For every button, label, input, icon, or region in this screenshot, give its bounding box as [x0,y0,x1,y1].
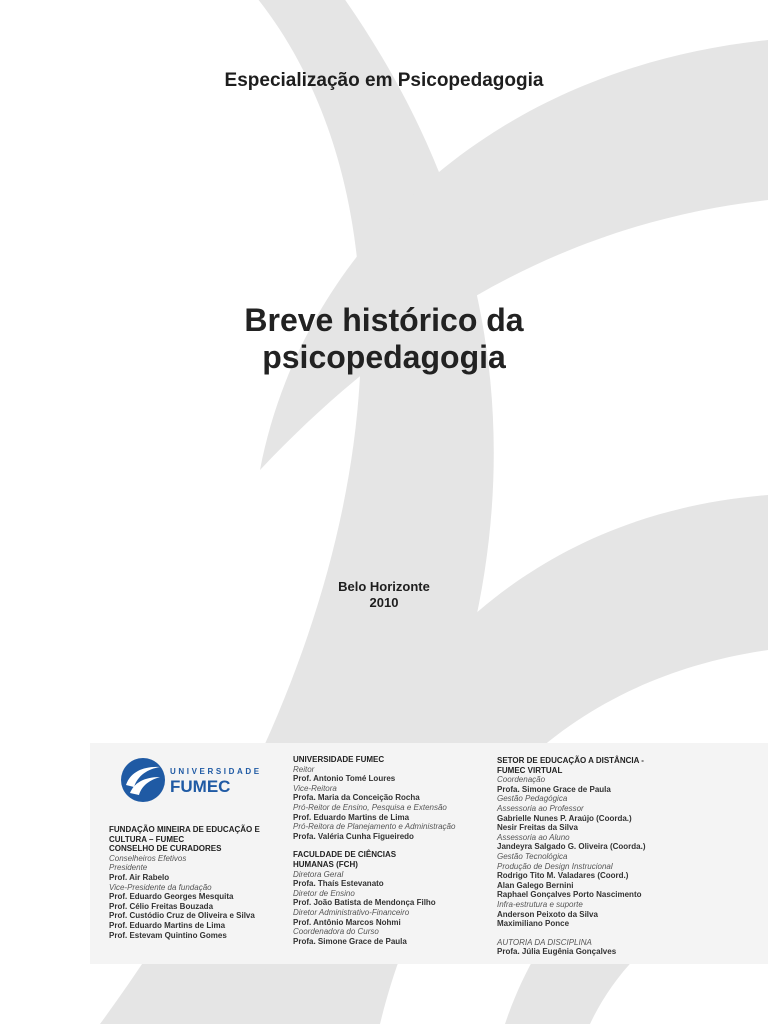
credit-line: Prof. Air Rabelo [109,872,170,882]
credit-line: Assessoria ao Aluno [497,832,570,842]
credit-line: Coordenação [497,775,546,785]
credit-line: Profa. Maria da Conceição Rocha [293,793,420,803]
course-title: Especialização em Psicopedagogia [224,70,544,91]
credit-line: Conselheiros Efetivos [109,853,187,863]
credit-line: Assessoria ao Professor [497,803,584,813]
fumec-logo [120,757,270,807]
credit-line: Presidente [109,863,148,873]
credit-line: FACULDADE DE CIÊNCIAS [293,850,397,860]
title-line-1: Breve histórico da [244,302,524,338]
credit-line: UNIVERSIDADE FUMEC [293,755,385,764]
credit-line: Profa. Valéria Cunha Figueiredo [293,831,414,841]
credit-line: Coordenadora do Curso [293,927,379,937]
credits-fundacao [109,825,260,940]
credit-line: Prof. Estevam Quintino Gomes [109,930,227,940]
credit-line: Prof. Custódio Cruz de Oliveira e Silva [109,911,255,921]
publication-place [0,579,768,611]
year: 2010 [369,595,399,610]
credit-line: Gestão Pedagógica [497,794,568,804]
credit-line: Raphael Gonçalves Porto Nascimento [497,890,642,900]
credit-line: Maximiliano Ponce [497,919,570,929]
fumec-logo-icon [120,757,166,803]
brand-name: FUMEC [170,777,231,796]
credit-line: Diretor de Ensino [293,888,355,898]
credit-line: Prof. Antônio Marcos Nohmi [293,917,401,927]
credit-line: Prof. Eduardo Georges Mesquita [109,892,234,902]
credit-line: SETOR DE EDUCAÇÃO A DISTÂNCIA - [497,756,644,765]
credit-line: Profa. Thaís Estevanato [293,879,384,889]
credit-line: Profa. Simone Grace de Paula [293,936,407,946]
credits-setor [497,756,646,957]
credit-line: Gabrielle Nunes P. Araújo (Coorda.) [497,813,632,823]
credit-line: Prof. Eduardo Martins de Lima [293,812,410,822]
title-line-2: psicopedagogia [262,339,506,375]
credit-line: AUTORIA DA DISCIPLINA [497,937,592,947]
credit-line: Prof. Antonio Tomé Loures [293,774,396,784]
credit-line: Pró-Reitor de Ensino, Pesquisa e Extensão [293,802,447,812]
credit-line: Pró-Reitora de Planejamento e Administração [293,822,456,832]
credit-line: CONSELHO DE CURADORES [109,844,222,854]
credit-line: FUNDAÇÃO MINEIRA DE EDUCAÇÃO E [109,825,260,834]
credit-line: Produção de Design Instrucional [497,861,613,871]
credit-spacer [293,841,455,850]
credit-line: Profa. Júlia Eugênia Gonçalves [497,947,617,957]
credit-line: CULTURA – FUMEC [109,834,185,844]
credit-line: HUMANAS (FCH) [293,859,358,869]
credit-line: Diretora Geral [293,869,344,879]
credit-line: Vice-Reitora [293,783,337,793]
credit-line: Profa. Simone Grace de Paula [497,784,611,794]
credit-line: Reitor [293,764,315,774]
document-title [0,302,768,376]
credit-line: Diretor Administrativo-Financeiro [293,907,410,917]
university-label: UNIVERSIDADE [170,767,262,776]
credit-line: Anderson Peixoto da Silva [497,909,598,919]
credit-line: Gestão Tecnológica [497,851,568,861]
credits-universidade [293,755,455,946]
credit-line: Prof. Eduardo Martins de Lima [109,920,226,930]
credit-line: Rodrigo Tito M. Valadares (Coord.) [497,871,629,881]
credit-line: Prof. Célio Freitas Bouzada [109,901,214,911]
city: Belo Horizonte [338,579,430,594]
credit-line: FUMEC VIRTUAL [497,765,563,775]
credit-line: Prof. João Batista de Mendonça Filho [293,898,436,908]
credit-line: Alan Galego Bernini [497,880,574,890]
credit-line: Jandeyra Salgado G. Oliveira (Coorda.) [497,842,646,852]
credit-line: Infra-estrutura e suporte [497,899,583,909]
credit-line: Nesir Freitas da Silva [497,823,578,833]
credit-line: Vice-Presidente da fundação [109,882,212,892]
credit-spacer [497,929,646,938]
